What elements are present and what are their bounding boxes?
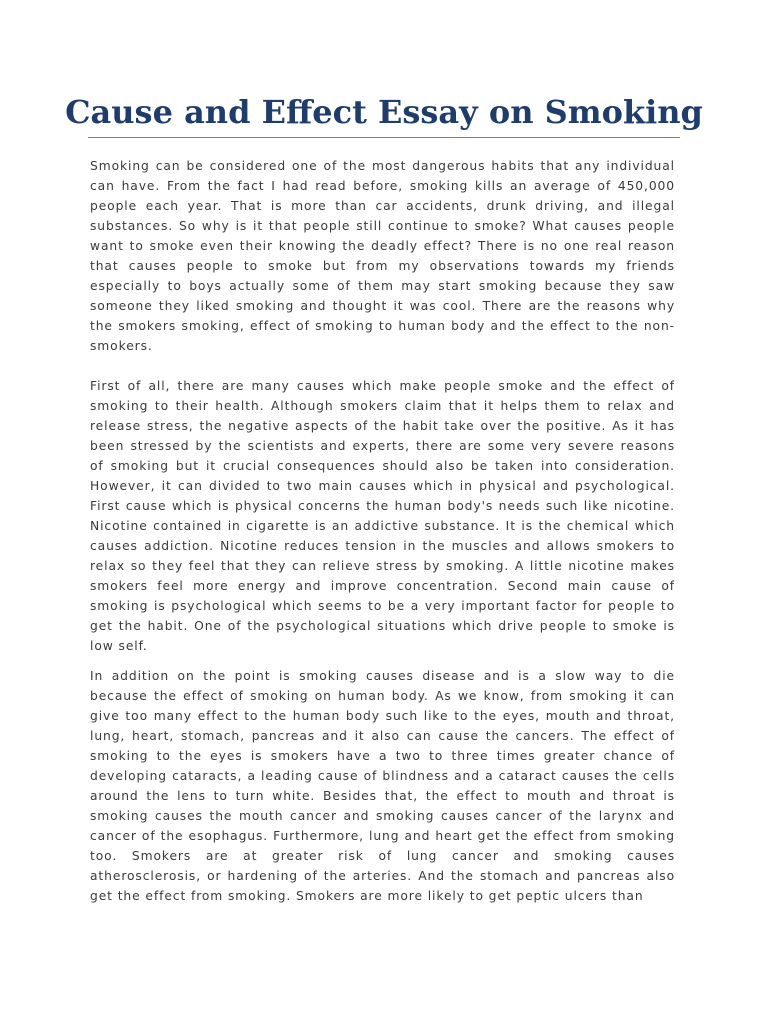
paragraph-1: Smoking can be considered one of the most dangerous habits that any individual can have. From the fact I had read before, smoking kills an average of 450,000 people each year. That is more than car accidents, drunk driving, and illegal substances. So why is it that people still continue to smoke? What causes people want to smoke even their knowing the deadly effect? There is no one real reason that causes people to smoke but from my observations towards my friends especially to boys actually some of them may start smoking because they saw someone they liked smoking and thought it was cool. There are the reasons why the smokers smoking, effect of smoking to human body and the effect to the non-smokers. <box>90 159 675 353</box>
paragraph-3: In addition on the point is smoking causes disease and is a slow way to die because the effect of smoking on human body. As we know, from smoking it can give too many effect to the human body such like to the eyes, mouth and throat, lung, heart, stomach, pancreas and it also can cause the cancers. The effect of smoking to the eyes is smokers have a two to three times greater chance of developing cataracts, a leading cause of blindness and a cataract causes the cells around the lens to turn white. Besides that, the effect to mouth and throat is smoking causes the mouth cancer and smoking causes cancer of the larynx and cancer of the esophagus. Furthermore, lung and heart get the effect from smoking too. Smokers are at greater risk of lung cancer and smoking causes atherosclerosis, or hardening of the arteries. And the stomach and pancreas also get the effect from smoking. Smokers are more likely to get peptic ulcers than <box>90 669 675 903</box>
document-body <box>90 156 675 926</box>
document-title: Cause and Effect Essay on Smoking <box>65 93 703 131</box>
paragraph-2: First of all, there are many causes which make people smoke and the effect of smoking to their health. Although smokers claim that it helps them to relax and release stress, the negative aspects of the habit take over the positive. As it has been stressed by the scientists and experts, there are some very severe reasons of smoking but it crucial consequences should also be taken into consideration. However, it can divided to two main causes which in physical and psychological. First cause which is physical concerns the human body's needs such like nicotine. Nicotine contained in cigarette is an addictive substance. It is the chemical which causes addiction. Nicotine reduces tension in the muscles and allows smokers to relax so they feel that they can relieve stress by smoking. A little nicotine makes smokers feel more energy and improve concentration. Second main cause of smoking is psychological which seems to be a very important factor for people to get the habit. One of the psychological situations which drive people to smoke is low self. <box>90 379 675 653</box>
title-underline <box>88 137 680 138</box>
